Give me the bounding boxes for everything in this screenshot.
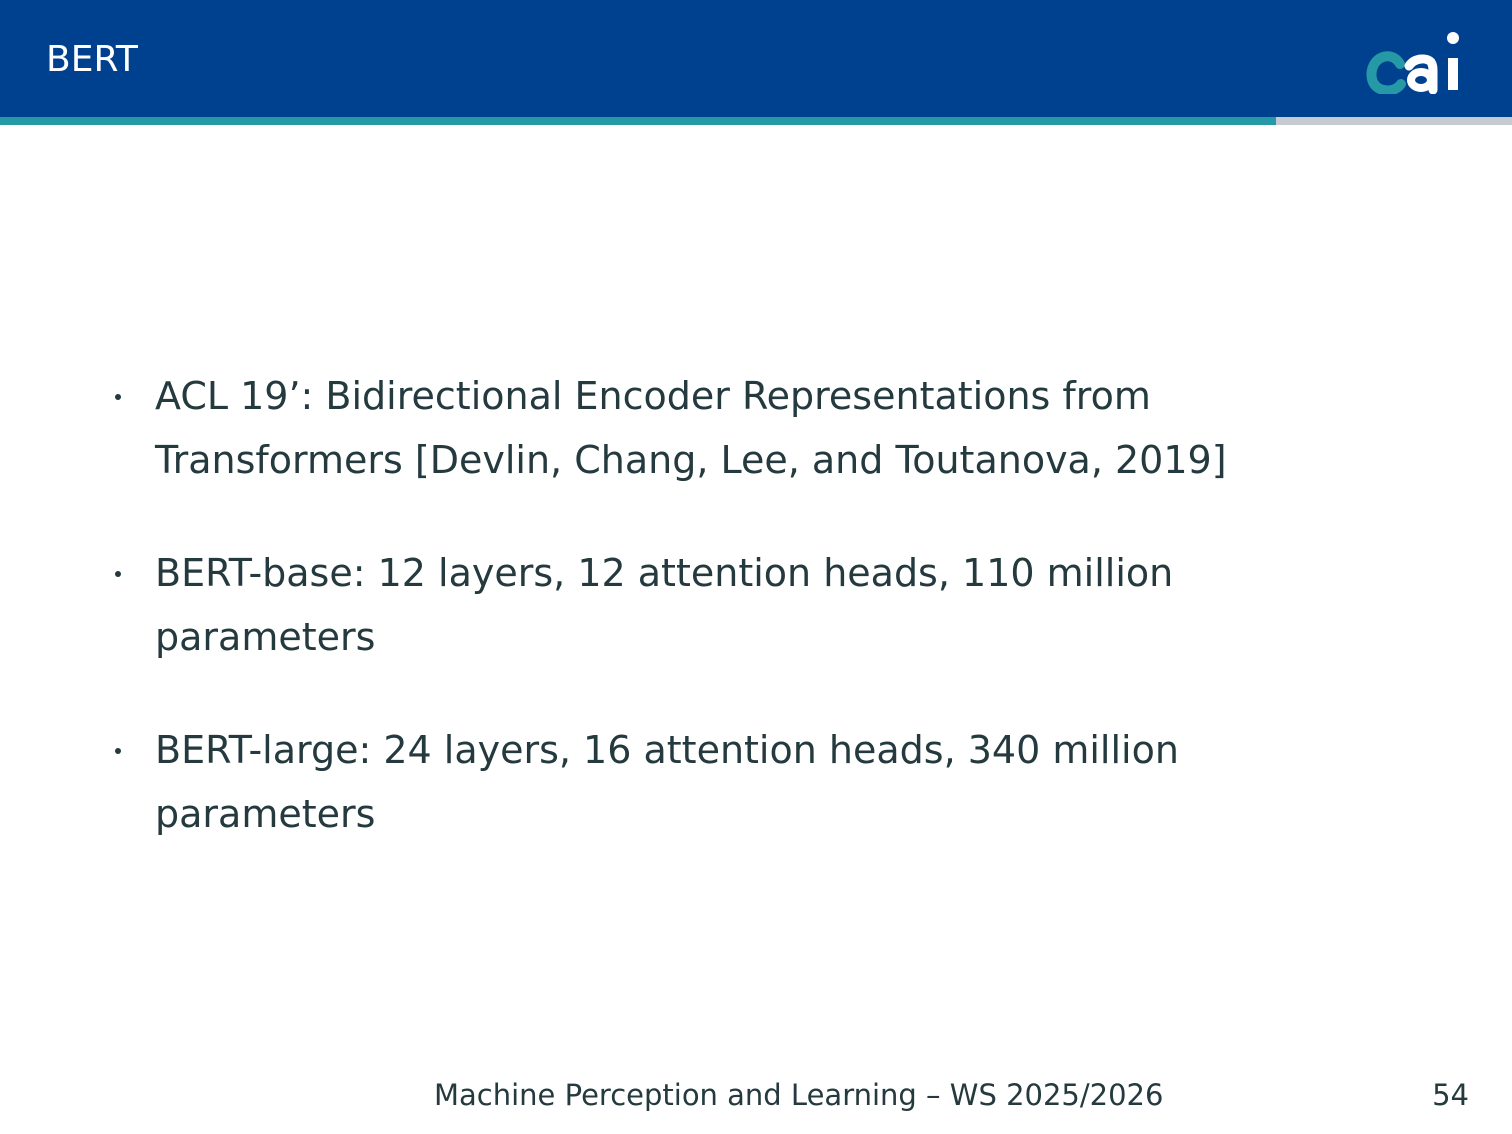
- footer-course-title: Machine Perception and Learning – WS 2025/2026: [434, 1078, 1164, 1112]
- accent-bar-gray: [1276, 117, 1512, 125]
- bullet-text: BERT-base: 12 layers, 12 attention heads, 110 million parameters: [155, 551, 1174, 659]
- bullet-list: [112, 364, 1352, 895]
- slide-header: [0, 0, 1512, 117]
- bullet-icon: [115, 394, 121, 400]
- bullet-item: [112, 541, 1352, 669]
- bullet-item: [112, 364, 1352, 492]
- slide-title: BERT: [46, 39, 138, 80]
- bullet-icon: [115, 748, 121, 754]
- page-number: 54: [1432, 1078, 1469, 1112]
- bullet-text: BERT-large: 24 layers, 16 attention heads, 340 million parameters: [155, 728, 1179, 836]
- bullet-icon: [115, 571, 121, 577]
- cai-logo: [1362, 24, 1472, 94]
- accent-bar: [0, 117, 1276, 125]
- bullet-text: ACL 19’: Bidirectional Encoder Representations from Transformers [Devlin, Chang, Lee, and Toutanova, 2019]: [155, 374, 1227, 482]
- bullet-item: [112, 718, 1352, 846]
